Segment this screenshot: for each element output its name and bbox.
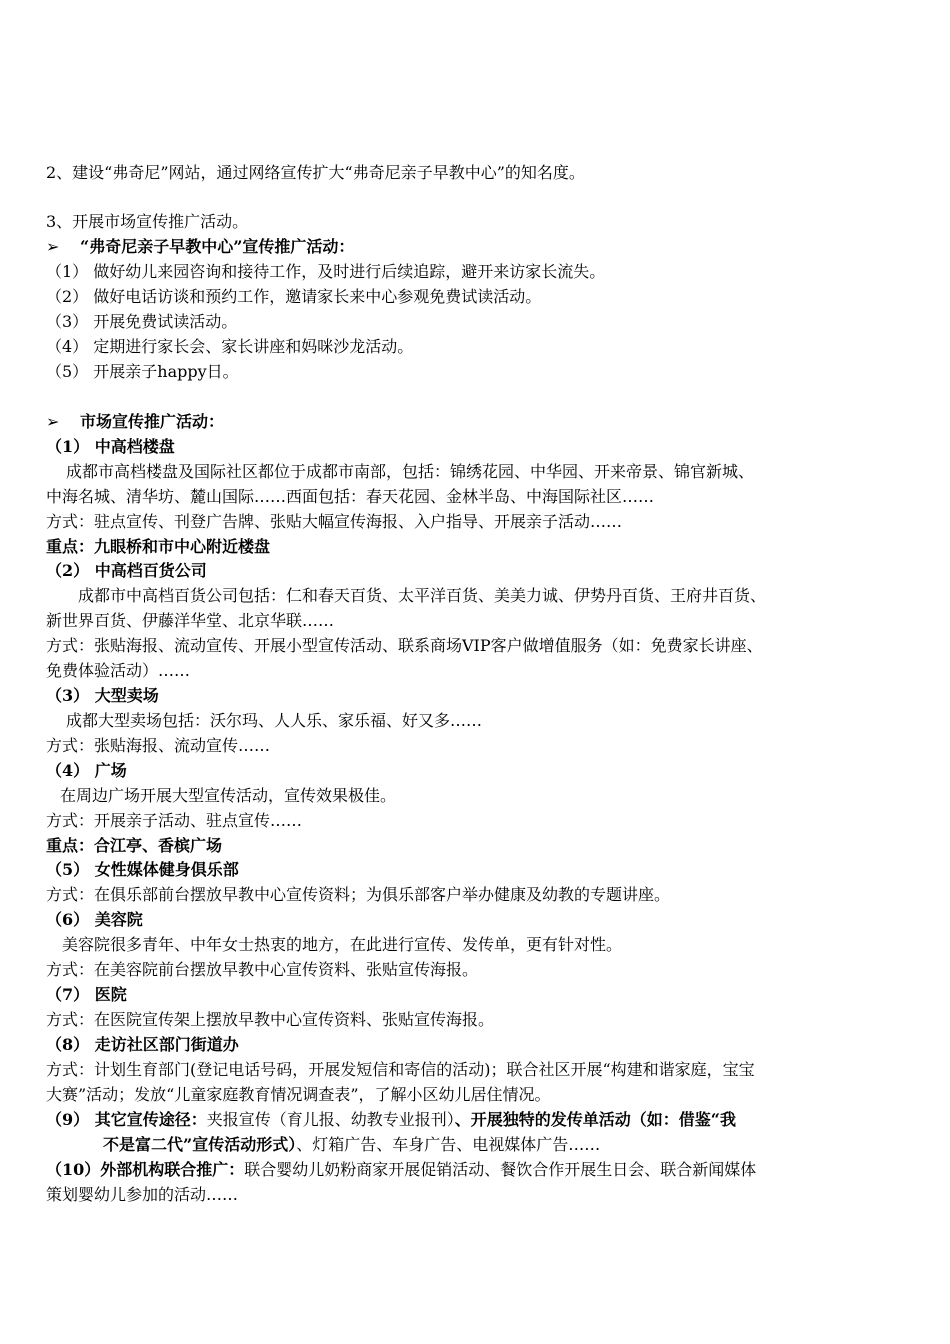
- focus-text: 重点：合江亭、香槟广场: [46, 836, 223, 855]
- other-channels-bold-text: 不是富二代”宣传活动形式）: [103, 1135, 297, 1154]
- other-channels-text: 、灯箱广告、车身广告、电视媒体广告……: [296, 1135, 601, 1154]
- body-text: 美容院很多青年、中年女士热衷的地方，在此进行宣传、发传单，更有针对性。: [62, 935, 623, 954]
- heading-market-promotion: [46, 410, 906, 435]
- section-heading: （4） 广场: [46, 761, 127, 780]
- section-heading: （8） 走访社区部门街道办: [46, 1035, 239, 1054]
- method-text: 免费体验活动）……: [46, 661, 191, 680]
- method-text: 大赛”活动；发放“儿童家庭教育情况调查表”，了解小区幼儿居住情况。: [46, 1085, 551, 1104]
- method-text: 方式：在医院宣传架上摆放早教中心宣传资料、张贴宣传海报。: [46, 1010, 495, 1029]
- body-text: 成都市中高档百货公司包括：仁和春天百货、太平洋百货、美美力诚、伊势丹百货、王府井百货、: [78, 586, 767, 605]
- external-partners-text: 策划婴幼儿参加的活动……: [46, 1185, 239, 1204]
- focus-text: 重点：九眼桥和市中心附近楼盘: [46, 537, 271, 556]
- section-heading: （2） 中高档百货公司: [46, 561, 207, 580]
- other-channels-bold-text: 、开展独特的发传单活动（如：借鉴“我: [454, 1110, 736, 1129]
- list-item: （4） 定期进行家长会、家长讲座和妈咪沙龙活动。: [46, 337, 414, 356]
- body-text: 在周边广场开展大型宣传活动，宣传效果极佳。: [60, 786, 397, 805]
- method-text: 方式：在俱乐部前台摆放早教中心宣传资料；为俱乐部客户举办健康及幼教的专题讲座。: [46, 885, 671, 904]
- method-text: 方式：张贴海报、流动宣传……: [46, 736, 271, 755]
- heading-center-promotion: [46, 235, 906, 260]
- section-heading: （7） 医院: [46, 985, 127, 1004]
- body-text: 新世界百货、伊藤洋华堂、北京华联……: [46, 611, 335, 630]
- external-partners-text: 联合婴幼儿奶粉商家开展促销活动、餐饮合作开展生日会、联合新闻媒体: [244, 1160, 757, 1179]
- body-text: 成都市高档楼盘及国际社区都位于成都市南部，包括：锦绣花园、中华园、开来帝景、锦官新城、: [66, 462, 755, 481]
- arrow-bullet-icon: ➢: [46, 412, 60, 431]
- other-channels-heading: （9） 其它宣传途径：: [46, 1110, 207, 1129]
- other-channels-text: 夹报宣传（育儿报、幼教专业报刊）: [206, 1110, 455, 1129]
- paragraph-website: 2、建设“弗奇尼”网站，通过网络宣传扩大“弗奇尼亲子早教中心”的知名度。: [46, 163, 585, 182]
- method-text: 方式：在美容院前台摆放早教中心宣传资料、张贴宣传海报。: [46, 960, 479, 979]
- arrow-bullet-icon: ➢: [46, 237, 60, 256]
- section-heading: （6） 美容院: [46, 910, 143, 929]
- external-partners-heading: （10）外部机构联合推广：: [46, 1160, 245, 1179]
- list-item: （2） 做好电话访谈和预约工作，邀请家长来中心参观免费试读活动。: [46, 287, 542, 306]
- heading-text: 市场宣传推广活动：: [80, 412, 225, 431]
- body-text: 中海名城、清华坊、麓山国际……西面包括：春天花园、金林半岛、中海国际社区……: [46, 487, 655, 506]
- list-item: （3） 开展免费试读活动。: [46, 312, 238, 331]
- heading-text: “弗奇尼亲子早教中心”宣传推广活动：: [80, 237, 355, 256]
- method-text: 方式：开展亲子活动、驻点宣传……: [46, 811, 303, 830]
- list-item: （1） 做好幼儿来园咨询和接待工作，及时进行后续追踪，避开来访家长流失。: [46, 262, 606, 281]
- section-heading: （3） 大型卖场: [46, 686, 159, 705]
- paragraph-market-promotion: 3、开展市场宣传推广活动。: [46, 212, 249, 231]
- section-heading: （1） 中高档楼盘: [46, 437, 175, 456]
- external-partners-line: [46, 1158, 906, 1183]
- body-text: 成都大型卖场包括：沃尔玛、人人乐、家乐福、好又多……: [66, 711, 483, 730]
- other-channels-line: [46, 1108, 906, 1133]
- other-channels-line: [46, 1133, 906, 1158]
- method-text: 方式：驻点宣传、刊登广告牌、张贴大幅宣传海报、入户指导、开展亲子活动……: [46, 512, 623, 531]
- method-text: 方式：计划生育部门(登记电话号码，开展发短信和寄信的活动)；联合社区开展“构建和谐家庭，宝宝: [46, 1060, 755, 1079]
- section-heading: （5） 女性媒体健身俱乐部: [46, 860, 239, 879]
- method-text: 方式：张贴海报、流动宣传、开展小型宣传活动、联系商场VIP客户做增值服务（如：免费家长讲座、: [46, 636, 763, 655]
- list-item: （5） 开展亲子happy日。: [46, 362, 239, 381]
